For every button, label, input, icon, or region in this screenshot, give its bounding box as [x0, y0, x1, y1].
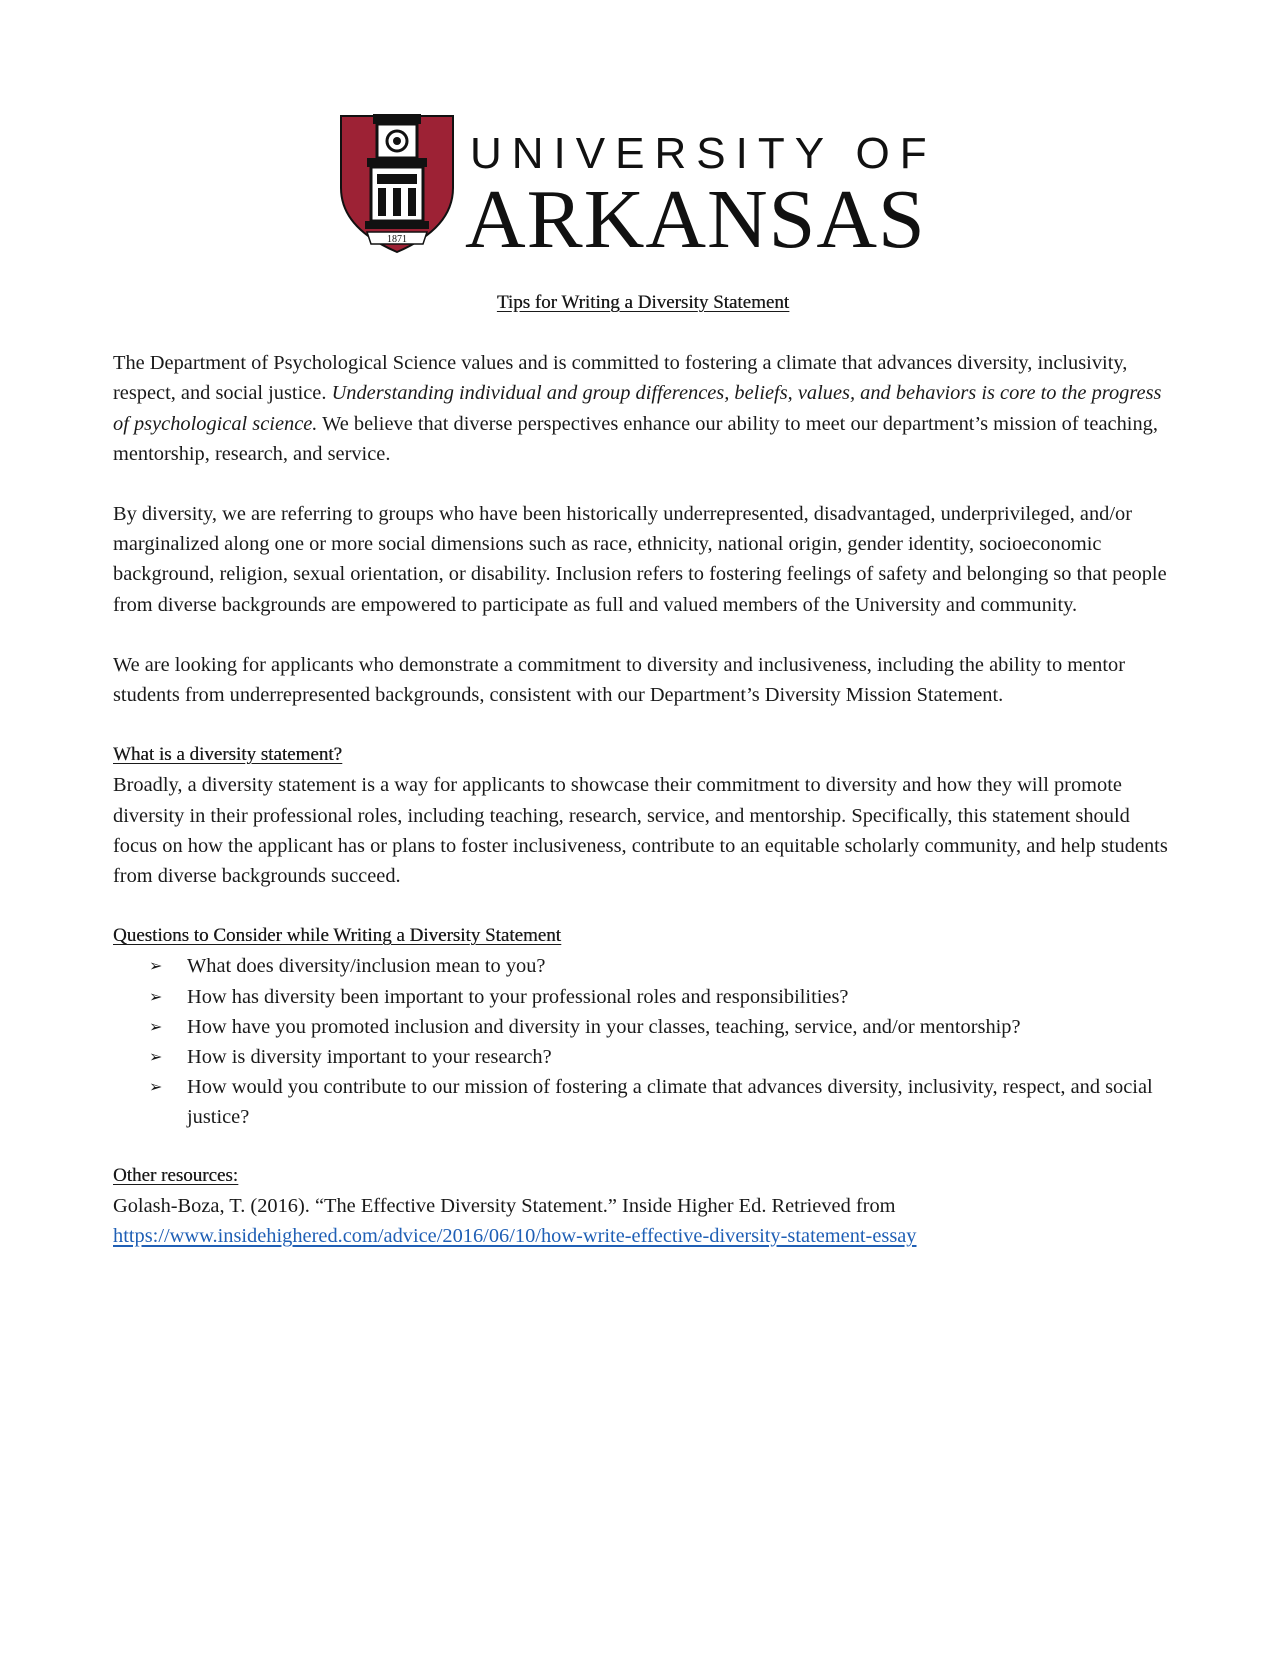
- arrow-bullet-icon: ➢: [149, 1016, 163, 1036]
- arrow-bullet-icon: ➢: [149, 1047, 163, 1067]
- university-logo: [337, 110, 937, 266]
- document-body: [113, 288, 1173, 1251]
- wordmark-university-of: UNIVERSITY OF: [470, 129, 937, 178]
- question-text: What does diversity/inclusion mean to you?: [187, 955, 546, 978]
- arrow-bullet-icon: ➢: [149, 986, 163, 1006]
- what-is-heading: What is a diversity statement?: [113, 744, 342, 766]
- intro-text-1: The Department of Psychological Science values and is committed to fostering a climate that advances diversity, inclusivity, respect, and social justice.: [113, 352, 1128, 405]
- question-text: How have you promoted inclusion and diversity in your classes, teaching, service, and/or mentorship?: [187, 1015, 1021, 1038]
- definition-paragraph: By diversity, we are referring to groups who have been historically underrepresented, disadvantaged, underprivileged, and/or marginalized along one or more social dimensions such as race, ethnicity, national origin, gender identity, socioeconomic background, religion, sexual orientation, or disability. Inclusion refers to fostering feelings of safety and belonging so that people from diverse backgrounds are empowered to participate as full and valued members of the University and community.: [113, 503, 1167, 616]
- resource-citation: Golash-Boza, T. (2016). “The Effective Diversity Statement.” Inside Higher Ed. Retrieved from: [113, 1194, 896, 1217]
- intro-text-2: We believe that diverse perspectives enhance our ability to meet our department’s mission of teaching, mentorship, research, and service.: [113, 412, 1158, 465]
- questions-heading: Questions to Consider while Writing a Diversity Statement: [113, 925, 561, 947]
- arrow-bullet-icon: ➢: [149, 1077, 163, 1097]
- document-title: Tips for Writing a Diversity Statement: [496, 292, 790, 313]
- university-seal-icon: [337, 110, 457, 255]
- list-item: [149, 1042, 1173, 1072]
- what-is-paragraph: Broadly, a diversity statement is a way for applicants to showcase their commitment to diversity and how they will promote diversity in their professional roles, including teaching, research, service, and mentorship. Specifically, this statement should focus on how the applicant has or plans to foster inclusiveness, contribute to an equitable scholarly community, and help students from diverse backgrounds succeed.: [113, 774, 1168, 888]
- questions-list: [113, 951, 1173, 1132]
- list-item: [149, 982, 1173, 1012]
- seal-year: 1871: [387, 234, 407, 245]
- intro-paragraph: [113, 348, 1173, 469]
- resources-heading: Other resources:: [113, 1164, 239, 1186]
- resource-link[interactable]: https://www.insidehighered.com/advice/2016/06/10/how-write-effective-diversity-statement-essay: [113, 1225, 917, 1248]
- list-item: [149, 1072, 1173, 1132]
- list-item: [149, 1012, 1173, 1042]
- intro-italic-text: Understanding individual and group differences, beliefs, values, and behaviors is core to the progress of psychological science.: [113, 382, 1162, 435]
- question-text: How would you contribute to our mission of fostering a climate that advances diversity, inclusivity, respect, and social justice?: [187, 1076, 1153, 1129]
- wordmark-arkansas: ARKANSAS: [465, 173, 926, 266]
- question-text: How has diversity been important to your professional roles and responsibilities?: [187, 985, 849, 1008]
- arrow-bullet-icon: ➢: [149, 956, 163, 976]
- looking-for-paragraph: We are looking for applicants who demonstrate a commitment to diversity and inclusiveness, including the ability to mentor students from underrepresented backgrounds, consistent with our Department’s Diversity Mission Statement.: [113, 653, 1125, 707]
- list-item: [149, 951, 1173, 981]
- question-text: How is diversity important to your research?: [187, 1046, 552, 1069]
